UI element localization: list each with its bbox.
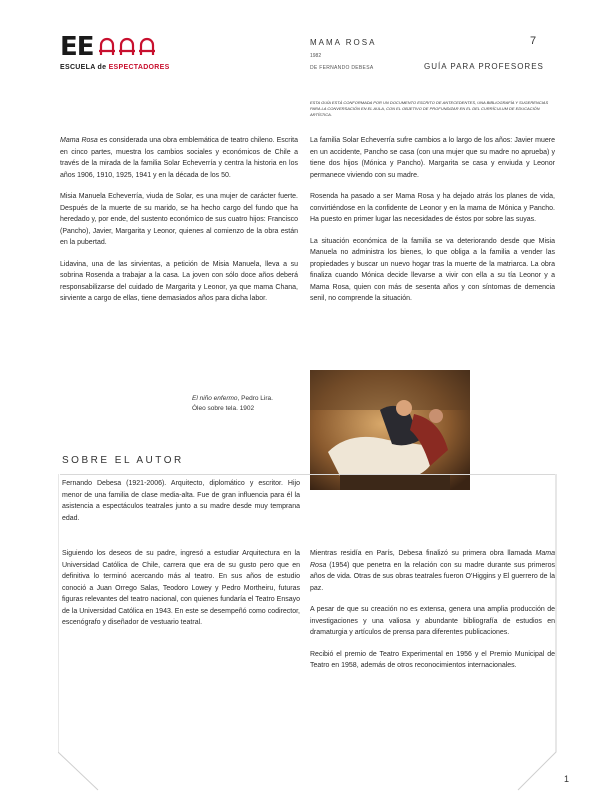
section-title: SOBRE EL AUTOR <box>62 455 184 466</box>
intro-paragraph: Rosenda ha pasado a ser Mama Rosa y ha dejado atrás los planes de vida, convirtiéndose en la confidente de Leonor y en la mama de Mónica y Pancho. Ha puesto en primer lugar las necesidades de éstos por sobre las suyas. <box>310 193 555 223</box>
author-bio-right-column <box>310 548 555 682</box>
intro-left-column <box>60 135 298 315</box>
guide-label: GUÍA PARA PROFESORES <box>424 62 544 71</box>
logo-ee <box>60 34 94 60</box>
work-author: DE FERNANDO DEBESA <box>310 65 374 71</box>
intro-paragraph: La familia Solar Echeverría sufre cambios a lo largo de los años: Javier muere en un accidente, Pancho se casa (con una mujer que su madre no aprueba) y tiene dos hijos (Mónica y Pancho). Margarita se casa y enviuda y Leonor permanece viviendo con su madre. <box>310 137 555 179</box>
logo-line-1: ESCUELA de <box>60 64 107 71</box>
play-title-inline: Mama Rosa <box>60 137 98 144</box>
logo-line-2: ESPECTADORES <box>108 64 170 71</box>
intro-paragraph: La situación económica de la familia se va deteriorando desde que Misia Manuela no administra los bienes, lo que obliga a la familia a vender las propiedades y buscar un nuevo hogar tras la muerte de la matriarca. La obra finaliza cuando Mónica decide llevarse a vivir con ella a su tía Leonor y a Mama Rosa, quien con más de sesenta años y con síntomas de demencia senil, no comprende la situación. <box>310 237 555 302</box>
intro-paragraph: Lidavina, una de las sirvientas, a petición de Misia Manuela, lleva a su sobrina Rosenda a trabajar a la casa. La joven con sólo doce años deberá responsabilizarse del cuidado de Margarita y Leonor, ya que mama Chana, sirviente a cargo de ellas, tiene demasiados años para dicha labor. <box>60 260 298 302</box>
paragraph-text: es considerada una obra emblemática de teatro chileno. Escrita en cinco partes, muestra los cambios sociales y económicos de Chile a través de la mirada de la familia Solar Echeverría y centra la historia en los años 1906, 1910, 1925, 1941 y en la década de los 50. <box>60 137 299 179</box>
author-bio-paragraph <box>310 548 555 594</box>
painting-medium: Óleo sobre tela. 1902 <box>192 405 255 412</box>
painting-caption <box>192 394 273 414</box>
intro-paragraph: Misia Manuela Echeverría, viuda de Solar, es una mujer de carácter fuerte. Después de la muerte de su marido, se ha hecho cargo del fundo que ha heredado y, por ende, del sustento económico de sus cuatro hijos: Francisco (Pancho), Javier, Margarita y Leonor, quienes al comienzo de la obra están en la pubertad. <box>60 193 299 246</box>
work-year: 1982 <box>310 53 322 59</box>
paragraph-text: (1954) que penetra en la relación con su madre durante sus primeros años de vida. Otras de sus obras teatrales fueron O'Higgins y El guerrero de la paz. <box>310 561 555 592</box>
logo-subtitle <box>60 64 170 71</box>
author-bio-paragraph: Recibió el premio de Teatro Experimental en 1956 y el Premio Municipal de Teatro en 1958, además de otros reconocimientos internacionales. <box>310 650 555 669</box>
author-bio-paragraph: Fernando Debesa (1921-2006). Arquitecto, diplomático y escritor. Hijo menor de una familia de clase media-alta. Fue de gran influencia para él la asistencia a espectáculos teatrales junto a su madre desde muy temprana edad. <box>62 480 300 522</box>
footer-page-number: 1 <box>564 774 570 784</box>
logo-letters: EE <box>60 32 94 62</box>
guide-note: ESTA GUÍA ESTÁ CONFORMADA POR UN DOCUMENTO ESCRITO DE ANTECEDENTES, UNA BIBLIOGRAFÍA Y SUGERENCIAS PARA LA CONVERSACIÓN EN EL AULA, CON EL OBJETIVO DE PROFUNDIZAR EN EL DEL CURRÍCULUM DE EDUCACIÓN ARTÍSTICA. <box>310 100 549 117</box>
play-title-inline: Mama Rosa <box>310 550 555 569</box>
painting-author: , Pedro Lira. <box>237 395 273 402</box>
work-title: MAMA ROSA <box>310 38 377 47</box>
theatre-seats-icon <box>97 37 159 59</box>
author-bio-paragraph: A pesar de que su creación no es extensa, genera una amplia producción de investigaciones y una valiosa y abundante bibliografía de estudios en dramaturgia y artículos de prensa para diferentes publicaciones. <box>310 606 555 636</box>
painting-title: El niño enfermo <box>192 395 238 402</box>
paragraph-text: Mientras residía en París, Debesa finalizó su primera obra llamada <box>310 550 536 557</box>
header-page-number: 7 <box>530 35 537 47</box>
intro-paragraph <box>60 135 298 181</box>
intro-right-column <box>310 135 555 315</box>
author-bio-paragraph: Siguiendo los deseos de su padre, ingresó a estudiar Arquitectura en la Universidad Católica de Chile, carrera que era de su gusto pero que en definitiva lo terminó acercando más al teatro. En sus años de estudio conoció a Juan Orrego Salas, Teodoro Lowey y Pedro Mortheiru, futuras figuras relevantes del teatro nacional, con quienes fundaría el Teatro Ensayo de la Universidad Católica en 1943. En este se desempeñó como codirector, escenógrafo y diseñador de vestuario teatral. <box>62 550 300 626</box>
